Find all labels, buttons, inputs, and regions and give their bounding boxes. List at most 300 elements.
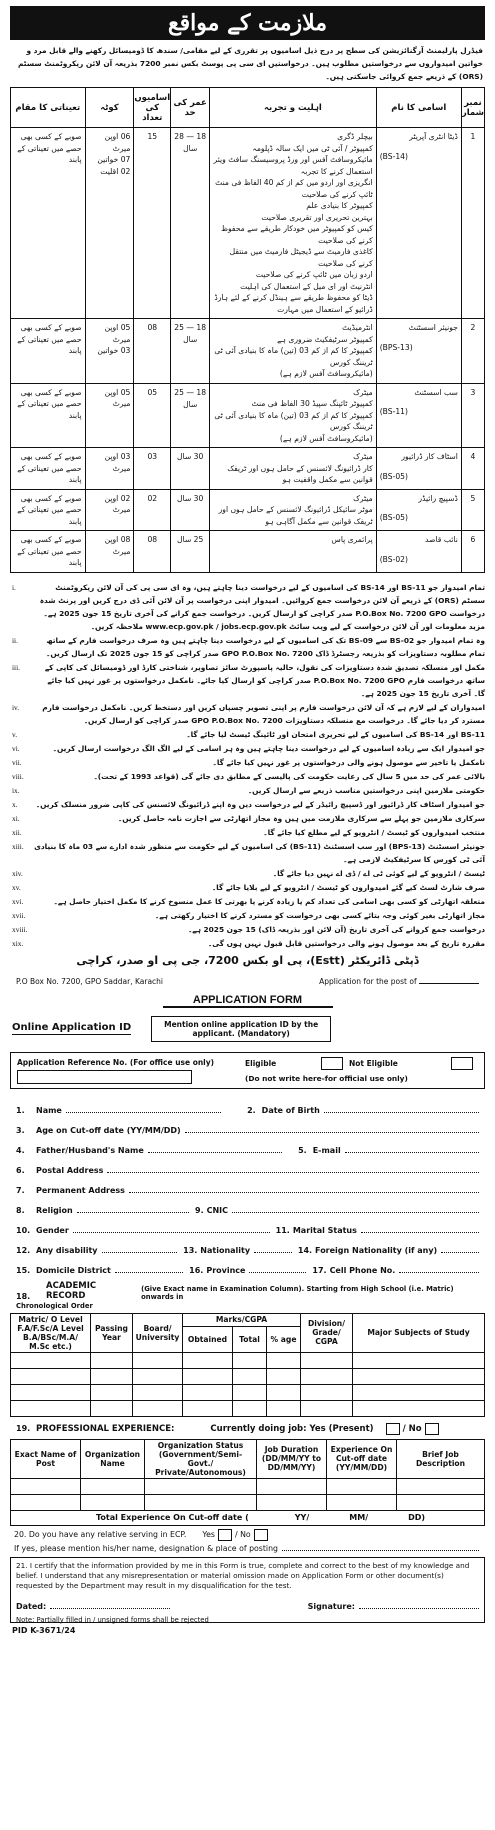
instruction-number: ix.: [12, 785, 20, 795]
academic-cell[interactable]: [133, 1352, 183, 1368]
academic-cell[interactable]: [233, 1384, 267, 1400]
quota-item: 03 خواتین: [97, 346, 131, 355]
academic-cell[interactable]: [267, 1368, 301, 1384]
instruction-number: xvii.: [12, 910, 26, 920]
post-place: صوبے کے کسی بھی حصے میں تعیناتی کے پابند: [11, 128, 86, 319]
post-quota: [85, 319, 134, 384]
experience-cell[interactable]: [397, 1478, 485, 1494]
cnic-field[interactable]: [232, 1212, 479, 1213]
instruction-item: [10, 812, 485, 825]
col-job-duration: Job Duration (DD/MM/YY to DD/MM/YY): [257, 1439, 327, 1478]
academic-cell[interactable]: [133, 1384, 183, 1400]
post-qualification: [210, 128, 377, 319]
instruction-number: xii.: [12, 827, 22, 837]
post-name-cell: [376, 319, 461, 384]
dated-field[interactable]: [16, 1602, 170, 1612]
not-eligible-checkbox[interactable]: [451, 1057, 473, 1070]
post-quota: [85, 489, 134, 531]
cell-phone-field[interactable]: [399, 1272, 479, 1273]
office-use-box: [10, 1052, 485, 1089]
gender-field[interactable]: [73, 1232, 270, 1233]
professional-title: PROFESSIONAL EXPERIENCE:: [36, 1423, 175, 1434]
qualification-item: ڈیٹا کو محفوظ طریقے سے ہینڈل کرنے کے لئے ہارڈ ڈرائیو کے استعمال میں مہارت: [214, 293, 373, 314]
instruction-item: [10, 701, 485, 727]
academic-note-order: Chronological Order: [16, 1301, 93, 1310]
post-scale: (BS-02): [379, 554, 408, 564]
post-for-field[interactable]: [319, 977, 479, 986]
father-name-field[interactable]: [148, 1152, 282, 1153]
academic-cell[interactable]: [183, 1368, 233, 1384]
relative-details: [10, 1544, 485, 1553]
relative-yes-label: Yes: [202, 1530, 215, 1539]
post-scale: (BS-05): [379, 471, 408, 481]
dated-label: Dated:: [16, 1601, 47, 1611]
dob-label: Date of Birth: [261, 1105, 320, 1115]
academic-cell[interactable]: [233, 1352, 267, 1368]
age-text: 30 سال: [177, 493, 204, 503]
instruction-number: vi.: [12, 743, 20, 753]
header-count: اسامیوں کی تعداد: [134, 88, 171, 128]
relative-yes-checkbox[interactable]: [218, 1529, 232, 1541]
header-qualification: اہلیت و تجربہ: [210, 88, 377, 128]
instruction-number: x.: [12, 799, 18, 809]
post-name: جونیئر اسسٹنٹ: [408, 323, 458, 332]
relative-details-label: If yes, please mention his/her name, designation & place of posting: [14, 1543, 278, 1553]
row-age: [10, 1115, 485, 1135]
experience-cell[interactable]: [327, 1478, 397, 1494]
total-dd[interactable]: DD): [408, 1513, 426, 1522]
post-name-cell: [376, 489, 461, 531]
job-no-checkbox[interactable]: [425, 1423, 439, 1435]
signature-field[interactable]: [308, 1602, 479, 1612]
col-percentage: % age: [267, 1326, 301, 1352]
experience-cell[interactable]: [327, 1494, 397, 1510]
instruction-text: بالائی عمر کی حد میں 5 سال کی رعایت حکومت کی پالیسی کے مطابق دی جائے گی (قواعد 1993 کے تحت)۔: [93, 771, 485, 781]
instruction-number: iv.: [12, 702, 20, 712]
instruction-text: متعلقہ اتھارٹی کو کسی بھی اسامی کی تعداد کم یا زیادہ کرنے یا بھرتی کا عمل منسوخ کرنے کا مکمل اختیار حاصل ہے۔: [53, 896, 485, 906]
instruction-text: صرف شارٹ لسٹ کیے گئے امیدواروں کو ٹیسٹ / انٹرویو کے لیے بلایا جائے گا۔: [211, 882, 485, 892]
field-number: 8.: [16, 1205, 25, 1215]
post-qualification: [210, 448, 377, 490]
academic-cell[interactable]: [353, 1384, 485, 1400]
email-label: E-mail: [312, 1145, 341, 1155]
not-eligible-label: Not Eligible: [349, 1058, 398, 1068]
cell-phone-label: Cell Phone No.: [329, 1265, 396, 1275]
instruction-text: BS-11 اور BS-14 کی اسامیوں کے لیے تحریری امتحان اور ٹائپنگ ٹیسٹ لیا جائے گا۔: [186, 729, 485, 739]
instruction-number: xviii.: [12, 924, 28, 934]
post-quota: [85, 128, 134, 319]
post-place: صوبے کے کسی بھی حصے میں تعیناتی کے پابند: [11, 383, 86, 448]
age-limit: [174, 322, 206, 346]
instruction-item: [10, 881, 485, 894]
post-qualification: [210, 489, 377, 531]
instruction-number: viii.: [12, 771, 24, 781]
email-field[interactable]: [345, 1152, 479, 1153]
signature-line[interactable]: [359, 1608, 479, 1609]
post-age-limit: [171, 128, 210, 319]
qualification-item: کمپیوٹر کا کم از کم 03 (تین) ماہ کا بنیادی آئی ٹی ٹریننگ کورس: [214, 410, 373, 431]
post-row: [11, 383, 485, 448]
experience-row: [11, 1494, 485, 1510]
post-quota: [85, 383, 134, 448]
foreign-nationality-label: Foreign Nationality (if any): [315, 1245, 438, 1255]
domicile-field[interactable]: [115, 1272, 183, 1273]
religion-label: Religion: [36, 1205, 73, 1215]
academic-cell[interactable]: [91, 1368, 133, 1384]
field-number: 12.: [16, 1245, 31, 1255]
religion-field[interactable]: [77, 1212, 189, 1213]
header-quota: کوٹہ: [85, 88, 134, 128]
post-age-limit: [171, 489, 210, 531]
pid-number: PID K-3671/24: [12, 1625, 76, 1635]
quota-item: 06 اوپن میرٹ: [104, 132, 131, 153]
currently-doing-job-label: Currently doing job: Yes (Present): [210, 1423, 374, 1434]
instruction-number: xix.: [12, 938, 24, 948]
row-religion-cnic: [10, 1195, 485, 1215]
age-text: سال: [183, 144, 198, 153]
relative-question-label: 20. Do you have any relative serving in ECP.: [14, 1530, 187, 1539]
post-place: صوبے کے کسی بھی حصے میں تعیناتی کے پابند: [11, 448, 86, 490]
row-permanent: [10, 1175, 485, 1195]
instruction-text: مقررہ تاریخ کے بعد موصول ہونے والی درخواستیں قابل قبول نہیں ہوں گی۔: [207, 938, 485, 948]
instruction-number: i.: [12, 582, 16, 592]
row-name-dob: [10, 1095, 485, 1115]
academic-cell[interactable]: [267, 1352, 301, 1368]
age-limit: [174, 493, 206, 505]
academic-cell[interactable]: [353, 1400, 485, 1416]
col-experience: Experience On Cut-off date (YY/MM/DD): [327, 1439, 397, 1478]
age-text: سال: [183, 335, 198, 344]
postal-address-label: Postal Address: [36, 1165, 104, 1175]
online-id-field[interactable]: Mention online application ID by the applicant. (Mandatory): [151, 1016, 331, 1042]
certification-text: 21. I certify that the information provided by me in this Form is true, complete and correct to the best of my knowledge and belief. I understand that any misrepresentation or material omission made on Application Form or other document(s) requested by the Department may result in my disqualification for the test.: [16, 1560, 470, 1590]
instruction-text: سرکاری ملازمین جو پہلے سے سرکاری ملازمت میں ہیں وہ مجاز اتھارٹی سے اجازت نامہ حاصل کریں۔: [117, 813, 485, 823]
academic-cell[interactable]: [233, 1400, 267, 1416]
col-division: Division/ Grade/ CGPA: [301, 1313, 353, 1352]
post-place: صوبے کے کسی بھی حصے میں تعیناتی کے پابند: [11, 319, 86, 384]
qualification-item: کمپیوٹر / آئی ٹی میں ایک سالہ ڈپلومہ: [252, 143, 373, 153]
instruction-item: [10, 867, 485, 880]
instruction-text: امیدواران کے لیے لازم ہے کہ آن لائن درخواست فارم پر اپنی تصویر چسپاں کریں اور دستخط کریں۔ نامکمل درخواست فارم مسترد کر دیا جائے گا۔ درخواست مع منسلکہ دستاویزات GPO P.O.Box No. 7200 صدر کراچی کو ارسال کریں۔: [42, 702, 485, 725]
qualification-item: بہترین تحریری اور تقریری صلاحیت: [261, 212, 373, 222]
age-limit: [174, 131, 206, 155]
qualification-item: (مائیکروسافٹ آفس لازم ہے): [279, 433, 373, 443]
academic-cell[interactable]: [267, 1400, 301, 1416]
partial-form-note: Note: Partially filled in / unsigned forms shall be rejected: [16, 1615, 209, 1624]
experience-cell[interactable]: [145, 1494, 257, 1510]
qualification-item: اردو زبان میں ٹائپ کرنے کی صلاحیت: [255, 270, 373, 279]
posts-header-row: [11, 88, 485, 128]
academic-cell[interactable]: [183, 1400, 233, 1416]
col-subjects: Major Subjects of Study: [353, 1313, 485, 1352]
signature-row: [16, 1602, 479, 1612]
professional-heading: [10, 1423, 485, 1435]
name-field[interactable]: [66, 1112, 221, 1113]
qualification-item: (مائیکروسافٹ آفس لازم ہے): [279, 369, 373, 378]
field-number: 17.: [312, 1265, 327, 1275]
address-row: [10, 977, 485, 986]
col-board: Board/ University: [133, 1313, 183, 1352]
post-qualification: [210, 531, 377, 573]
quota-item: 08 اوپن میرٹ: [104, 535, 131, 556]
instruction-text: تمام امیدوار جو BS-11 اور BS-14 کی اسامیوں کے لیے درخواست دینا چاہتے ہیں، وہ ای سی پی کی آن لائن ریکروٹمنٹ سسٹم (ORS) کے ذریعے آن لائن درخواست جمع کروائیں۔ امیدوار اپنی درخواست پر آن لائن آئی ڈی درج کریں اور پرنٹ شدہ درخواست P.O.Box No. 7200 GPO صدر کراچی کو ارسال کریں۔ درخواست جمع کرانے کی آخری تاریخ 15 جون 2025 ہے۔ مزید معلومات اور آن لائن درخواست کے لیے ویب سائٹ www.ecp.gov.pk / jobs.ecp.gov.pk ملاحظہ کریں۔: [39, 582, 485, 631]
qualification-item: پرائمری پاس: [331, 535, 373, 544]
reference-no-label: Application Reference No. (For office use only): [17, 1057, 215, 1067]
intro-paragraph: فیڈرل پارلیمنٹ آرگنائزیشن کی سطح پر درج ذیل اسامیوں پر تقرری کے لیے مقامی/ سندھ کا ڈومیسائل رکھنے والے قابل مرد و خواتین امیدواروں سے درخواستیں مطلوب ہیں۔ درخواستیں ای سی پی پوسٹ بکس نمبر 7200 بذریعہ آن لائن ریکروٹمنٹ سسٹم (ORS) کے ذریعے جمع کروائی جاسکتی ہیں۔: [18, 46, 483, 81]
header-age: عمر کی حد: [171, 88, 210, 128]
posts-table: [10, 87, 485, 573]
col-job-description: Brief Job Description: [397, 1439, 485, 1478]
instruction-item: [10, 728, 485, 741]
dob-field[interactable]: [324, 1112, 479, 1113]
academic-row: [11, 1368, 485, 1384]
experience-row: [11, 1478, 485, 1494]
experience-cell[interactable]: [11, 1478, 81, 1494]
online-id-row: [10, 1016, 485, 1042]
age-limit: [174, 451, 206, 463]
field-number: 7.: [16, 1185, 25, 1195]
field-number: 19.: [16, 1424, 31, 1433]
field-number: 4.: [16, 1145, 25, 1155]
relative-no-label: / No: [234, 1530, 251, 1539]
field-number: 16.: [189, 1265, 204, 1275]
instruction-text: وہ تمام امیدوار جو BS-02 سے BS-09 تک کی اسامیوں کے لیے درخواست دینا چاہتے ہیں وہ صرف درخواست فارم کے ساتھ تمام مطلوبہ دستاویزات کو بذریعہ رجسٹرڈ ڈاک GPO P.O.Box No. 7200 صدر کراچی کو 15 جون 2025 تک ارسال کریں۔: [46, 635, 485, 658]
instruction-item: [10, 784, 485, 797]
nationality-label: Nationality: [200, 1245, 251, 1255]
row-domicile: [10, 1255, 485, 1275]
age-field[interactable]: [185, 1132, 479, 1133]
post-row: [11, 319, 485, 384]
academic-cell[interactable]: [11, 1384, 91, 1400]
qualification-item: انگریزی اور اردو میں کم از کم 40 الفاظ فی منٹ ٹائپ کرنے کی صلاحیت: [215, 178, 373, 199]
address-urdu: ڈپٹی ڈائریکٹر (Estt)، پی او بکس 7200، جی پی او صدر، کراچی: [76, 953, 419, 967]
academic-cell[interactable]: [301, 1368, 353, 1384]
age-limit: [174, 387, 206, 411]
certification-box: [10, 1557, 485, 1623]
job-no-label: / No: [402, 1423, 422, 1434]
experience-table: [10, 1439, 485, 1511]
col-total: Total: [233, 1326, 267, 1352]
instruction-number: xiv.: [12, 868, 23, 878]
nationality-field[interactable]: [254, 1252, 292, 1253]
post-qualification: [210, 319, 377, 384]
academic-cell[interactable]: [133, 1400, 183, 1416]
qualification-item: موٹر سائیکل ڈرائیونگ لائسنس کے حامل ہوں اور ٹریفک قوانین سے مکمل آگاہی ہو: [218, 505, 373, 526]
academic-cell[interactable]: [301, 1400, 353, 1416]
post-count: 02: [134, 489, 171, 531]
instruction-text: حکومتی ملازمین اپنی درخواستیں مناسب ذریعے سے ارسال کریں۔: [247, 785, 485, 795]
total-experience-row: [10, 1511, 485, 1526]
address-english: P.O Box No. 7200, GPO Saddar, Karachi: [16, 976, 164, 986]
post-scale: (BS-14): [379, 151, 408, 161]
quota-item: 07 خواتین: [97, 155, 131, 164]
name-label: Name: [36, 1105, 62, 1115]
field-number: 9.: [195, 1205, 204, 1215]
col-marks: Marks/CGPA: [183, 1313, 301, 1326]
field-number: 3.: [16, 1125, 25, 1135]
academic-cell[interactable]: [11, 1352, 91, 1368]
instructions-list: [10, 581, 485, 950]
academic-row: [11, 1352, 485, 1368]
instruction-item: [10, 742, 485, 755]
banner-title: ملازمت کے مواقع: [10, 6, 485, 40]
instruction-number: xvi.: [12, 896, 24, 906]
age-label: Age on Cut-off date (YY/MM/DD): [36, 1125, 181, 1135]
field-number: 18.: [16, 1291, 31, 1301]
field-number: 6.: [16, 1165, 25, 1175]
qualification-item: کمپیوٹر کا کم از کم 03 (تین) ماہ کا بنیادی آئی ٹی ٹریننگ کورس: [214, 346, 373, 367]
job-yes-checkbox[interactable]: [386, 1423, 400, 1435]
reference-no-field[interactable]: [17, 1070, 192, 1084]
academic-row: [11, 1400, 485, 1416]
total-experience-label: Total Experience On Cut-off date (: [96, 1513, 249, 1522]
disability-field[interactable]: [102, 1252, 178, 1253]
qualification-item: مائیکروسافٹ آفس اور ورڈ پروسیسنگ سافٹ ویئر استعمال کرنے کا تجربہ: [213, 155, 373, 176]
age-limit: [174, 534, 206, 546]
instruction-item: [10, 895, 485, 908]
academic-cell[interactable]: [91, 1384, 133, 1400]
instruction-text: جو امیدوار اسٹاف کار ڈرائیور اور ڈسپیچ رائیڈر کے لیے درخواست دیں وہ اپنے ڈرائیونگ لائسنس کی کاپی ضرور منسلک کریں۔: [35, 799, 485, 809]
experience-cell[interactable]: [145, 1478, 257, 1494]
instruction-item: [10, 756, 485, 769]
age-text: 18 — 25: [174, 323, 207, 332]
qualification-item: کاغذی فارمیٹ سے ڈیجیٹل فارمیٹ میں منتقل کرنے کی صلاحیت: [229, 247, 373, 268]
post-serial: 4: [461, 448, 484, 490]
header-sn: نمبر شمار: [461, 88, 484, 128]
relative-question: [10, 1529, 485, 1541]
academic-table: [10, 1313, 485, 1417]
application-form-title: APPLICATION FORM: [163, 994, 333, 1008]
academic-cell[interactable]: [91, 1400, 133, 1416]
field-number: 15.: [16, 1265, 31, 1275]
total-yy[interactable]: YY/: [294, 1513, 310, 1522]
academic-cell[interactable]: [301, 1352, 353, 1368]
field-number: 2.: [247, 1105, 256, 1115]
post-place: صوبے کے کسی بھی حصے میں تعیناتی کے پابند: [11, 489, 86, 531]
academic-cell[interactable]: [233, 1368, 267, 1384]
instruction-item: [10, 661, 485, 700]
marital-status-label: Marital Status: [292, 1225, 357, 1235]
post-serial: 1: [461, 128, 484, 319]
father-name-label: Father/Husband's Name: [36, 1145, 144, 1155]
relative-no-checkbox[interactable]: [254, 1529, 268, 1541]
domicile-label: Domicile District: [36, 1265, 111, 1275]
academic-cell[interactable]: [353, 1352, 485, 1368]
academic-cell[interactable]: [183, 1352, 233, 1368]
experience-cell[interactable]: [257, 1494, 327, 1510]
instruction-item: [10, 937, 485, 950]
quota-item: 02 اوپن میرٹ: [104, 493, 131, 514]
instruction-text: درخواست جمع کروانے کی آخری تاریخ (آن لائن اور بذریعہ ڈاک) 15 جون 2025 ہے۔: [187, 924, 485, 934]
instruction-number: xi.: [12, 813, 20, 823]
header-place: تعیناتی کا مقام: [11, 88, 86, 128]
field-number: 14.: [297, 1245, 313, 1255]
permanent-address-field[interactable]: [129, 1192, 479, 1193]
post-serial: 5: [461, 489, 484, 531]
academic-cell[interactable]: [183, 1384, 233, 1400]
qualification-item: میٹرک: [353, 493, 373, 503]
experience-cell[interactable]: [11, 1494, 81, 1510]
qualification-item: کار ڈرائیونگ لائسنس کے حامل ہوں اور ٹریفک قوانین سے مکمل واقفیت ہو: [227, 463, 373, 484]
instruction-text: منتخب امیدواروں کو ٹیسٹ / انٹرویو کے لیے مطلع کیا جائے گا۔: [263, 827, 485, 837]
cnic-label: CNIC: [206, 1205, 229, 1215]
eligible-checkbox[interactable]: [321, 1057, 343, 1070]
total-mm[interactable]: MM/: [349, 1513, 369, 1522]
post-for-line[interactable]: [419, 983, 479, 984]
academic-cell[interactable]: [11, 1400, 91, 1416]
academic-cell[interactable]: [11, 1368, 91, 1384]
postal-address-field[interactable]: [107, 1172, 479, 1173]
marital-status-field[interactable]: [361, 1232, 479, 1233]
post-age-limit: [171, 383, 210, 448]
post-name: ڈسپیچ رائیڈر: [418, 493, 458, 503]
academic-title: ACADEMIC RECORD: [46, 1280, 97, 1301]
academic-cell[interactable]: [91, 1352, 133, 1368]
instruction-number: vii.: [12, 757, 22, 767]
experience-cell[interactable]: [81, 1478, 145, 1494]
instruction-number: iii.: [12, 662, 21, 672]
post-quota: [85, 531, 134, 573]
posts-body: [11, 128, 485, 573]
age-text: 18 — 28: [174, 132, 207, 141]
post-serial: 2: [461, 319, 484, 384]
academic-heading: [10, 1281, 485, 1301]
post-row: [11, 531, 485, 573]
age-text: 18 — 25: [174, 387, 207, 397]
post-row: [11, 128, 485, 319]
experience-cell[interactable]: [257, 1478, 327, 1494]
official-use-note: (Do not write here-for official use only): [245, 1073, 408, 1083]
age-text: سال: [183, 399, 198, 409]
col-organization: Organization Name: [81, 1439, 145, 1478]
academic-cell[interactable]: [267, 1384, 301, 1400]
academic-row: [11, 1384, 485, 1400]
dated-line[interactable]: [50, 1608, 170, 1609]
job-advertisement: [0, 6, 495, 1830]
post-for-label: Application for the post of: [319, 976, 417, 986]
post-scale: (BS-05): [379, 513, 408, 522]
post-count: 15: [134, 128, 171, 319]
foreign-nationality-field[interactable]: [441, 1252, 479, 1253]
experience-cell[interactable]: [397, 1494, 485, 1510]
relative-details-field[interactable]: [282, 1550, 479, 1551]
post-age-limit: [171, 531, 210, 573]
col-passing-year: Passing Year: [91, 1313, 133, 1352]
academic-cell[interactable]: [301, 1384, 353, 1400]
personal-fields: [10, 1095, 485, 1275]
experience-cell[interactable]: [81, 1494, 145, 1510]
field-number: 11.: [275, 1225, 290, 1235]
quota-item: 05 اوپن میرٹ: [104, 387, 131, 408]
col-obtained: Obtained: [183, 1326, 233, 1352]
instruction-text: ٹیسٹ / انٹرویو کے لیے کوئی ٹی اے / ڈی اے نہیں دیا جائے گا۔: [272, 868, 485, 878]
post-quota: [85, 448, 134, 490]
province-field[interactable]: [249, 1272, 306, 1273]
quota-item: 05 اوپن میرٹ: [104, 323, 131, 344]
instruction-text: جو امیدوار ایک سے زیادہ اسامیوں کے لیے درخواست دینا چاہتے ہیں وہ ہر اسامی کے لیے الگ الگ درخواست ارسال کریں۔: [52, 743, 485, 753]
post-name-cell: [376, 448, 461, 490]
qualification-item: کمپیوٹر ٹائپنگ سپیڈ 30 الفاظ فی منٹ: [251, 399, 373, 408]
academic-cell[interactable]: [133, 1368, 183, 1384]
field-number: 5.: [298, 1145, 307, 1155]
age-text: 25 سال: [177, 535, 204, 544]
academic-cell[interactable]: [353, 1368, 485, 1384]
instruction-item: [10, 909, 485, 922]
col-post-name: Exact Name of Post: [11, 1439, 81, 1478]
instruction-item: [10, 798, 485, 811]
qualification-item: میٹرک: [353, 387, 373, 397]
instruction-number: xv.: [12, 882, 21, 892]
